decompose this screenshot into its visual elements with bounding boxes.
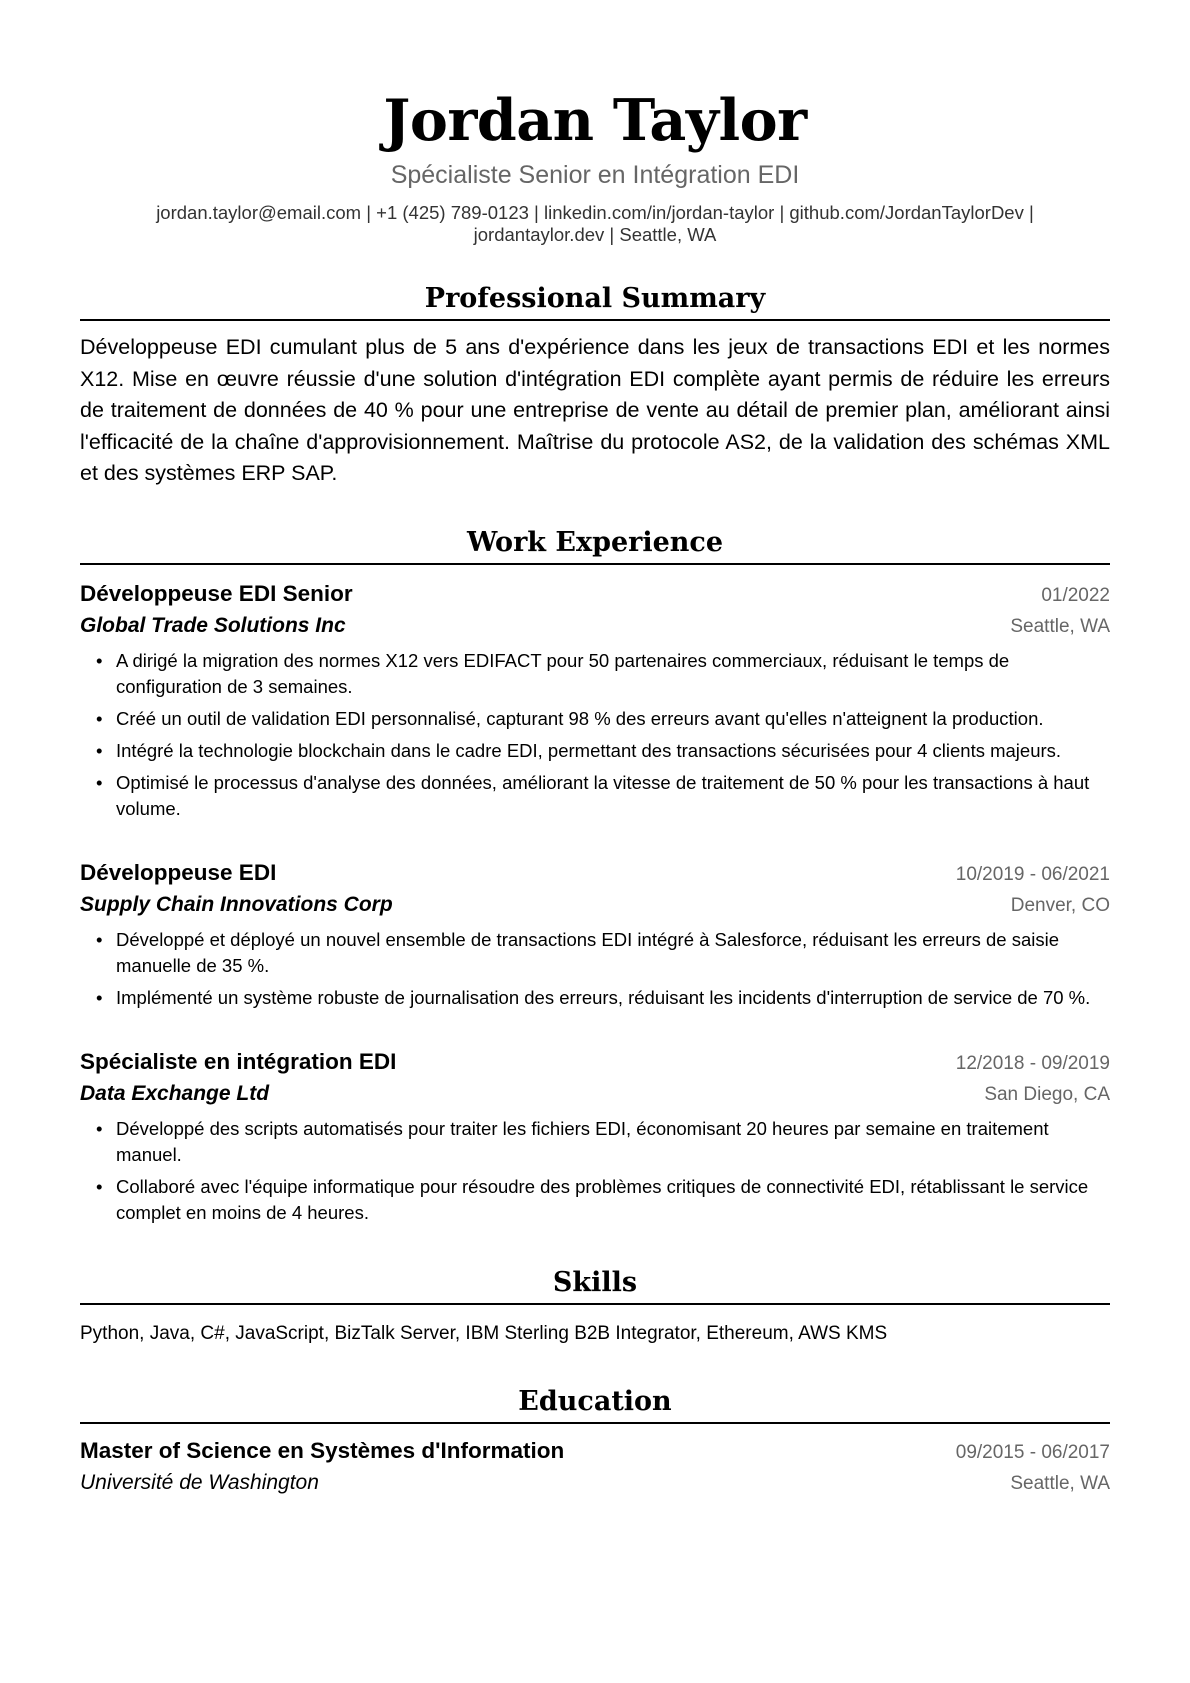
education-entry — [80, 1436, 1110, 1499]
contact-line-2: jordantaylor.dev | Seattle, WA — [473, 224, 717, 245]
bullet-item: • Intégré la technologie blockchain dans le cadre EDI, permettant des transactions sécurisées pour 4 clients majeurs. — [116, 738, 1110, 764]
summary-section — [80, 282, 1110, 490]
bullet-dot-icon: • — [96, 1117, 103, 1139]
bullet-dot-icon: • — [96, 1175, 103, 1197]
education-location: Seattle, WA — [1010, 1472, 1110, 1494]
job-company: Global Trade Solutions Inc — [80, 613, 346, 637]
degree-title: Master of Science en Systèmes d'Information — [80, 1437, 565, 1463]
bullet-dot-icon: • — [96, 928, 103, 950]
skills-section — [80, 1266, 1110, 1347]
job-location: Denver, CO — [1010, 894, 1110, 916]
job-company: Data Exchange Ltd — [80, 1081, 270, 1105]
bullet-dot-icon: • — [96, 986, 103, 1008]
job-entry — [80, 858, 1110, 1011]
job-date: 10/2019 - 06/2021 — [955, 863, 1110, 885]
education-date: 09/2015 - 06/2017 — [955, 1441, 1110, 1463]
job-bullets — [80, 648, 1110, 822]
bullet-item: • Développé des scripts automatisés pour traiter les fichiers EDI, économisant 20 heures par semaine en traitement manuel. — [96, 1117, 1049, 1165]
job-title: Développeuse EDI — [80, 859, 277, 885]
school-name: Université de Washington — [80, 1470, 319, 1494]
bullet-item: • A dirigé la migration des normes X12 vers EDIFACT pour 50 partenaires commerciaux, réduisant le temps de configuration de 3 semaines. — [96, 649, 1010, 697]
job-title: Développeuse EDI Senior — [80, 580, 353, 606]
experience-section — [80, 526, 1110, 1226]
experience-heading: Work Experience — [80, 526, 1110, 565]
bullet-item: • Développé et déployé un nouvel ensemble de transactions EDI intégré à Salesforce, réduisant les erreurs de saisie manuelle de 35 %. — [96, 928, 1060, 976]
bullet-dot-icon: • — [96, 707, 103, 729]
summary-text: Développeuse EDI cumulant plus de 5 ans d'expérience dans les jeux de transactions EDI et les normes X12. Mise en œuvre réussie d'une solution d'intégration EDI complète ayant permis de réduire les erreurs de traitement de données de 40 % pour une entreprise de vente au détail de premier plan, améliorant ainsi l'efficacité de la chaîne d'approvisionnement. Maîtrise du protocole AS2, de la validation des schémas XML et des systèmes ERP SAP. — [80, 335, 1110, 485]
job-date: 01/2022 — [1041, 584, 1110, 606]
bullet-item: • Collaboré avec l'équipe informatique pour résoudre des problèmes critiques de connectivité EDI, rétablissant le service complet en moins de 4 heures. — [96, 1175, 1089, 1223]
education-heading: Education — [80, 1385, 1110, 1424]
job-entry — [80, 1047, 1110, 1226]
candidate-title: Spécialiste Senior en Intégration EDI — [390, 161, 800, 189]
job-location: Seattle, WA — [1010, 615, 1110, 637]
bullet-item: • Implémenté un système robuste de journalisation des erreurs, réduisant les incidents d'interruption de service de 70 %. — [116, 985, 1110, 1011]
job-date: 12/2018 - 09/2019 — [955, 1052, 1110, 1074]
bullet-dot-icon: • — [96, 739, 103, 761]
job-title: Spécialiste en intégration EDI — [80, 1048, 397, 1074]
bullet-item: • Créé un outil de validation EDI personnalisé, capturant 98 % des erreurs avant qu'elles n'atteignent la production. — [116, 706, 1110, 732]
contact-info — [80, 202, 1110, 246]
job-company: Supply Chain Innovations Corp — [80, 892, 393, 916]
resume-page — [80, 0, 1110, 1499]
bullet-dot-icon: • — [96, 649, 103, 671]
summary-heading: Professional Summary — [80, 282, 1110, 321]
bullet-dot-icon: • — [96, 771, 103, 793]
contact-line-1: jordan.taylor@email.com | +1 (425) 789-0123 | linkedin.com/in/jordan-taylor | github.com/JordanTaylorDev | — [156, 202, 1034, 223]
job-bullets — [80, 927, 1110, 1011]
job-bullets — [80, 1116, 1110, 1226]
job-entry — [80, 579, 1110, 822]
bullet-item: • Optimisé le processus d'analyse des données, améliorant la vitesse de traitement de 50 % pour les transactions à haut volume. — [96, 771, 1090, 819]
job-location: San Diego, CA — [984, 1083, 1110, 1105]
skills-list: Python, Java, C#, JavaScript, BizTalk Server, IBM Sterling B2B Integrator, Ethereum, AWS KMS — [80, 1322, 888, 1344]
candidate-name: Jordan Taylor — [383, 87, 807, 154]
education-section — [80, 1385, 1110, 1499]
skills-heading: Skills — [80, 1266, 1110, 1305]
